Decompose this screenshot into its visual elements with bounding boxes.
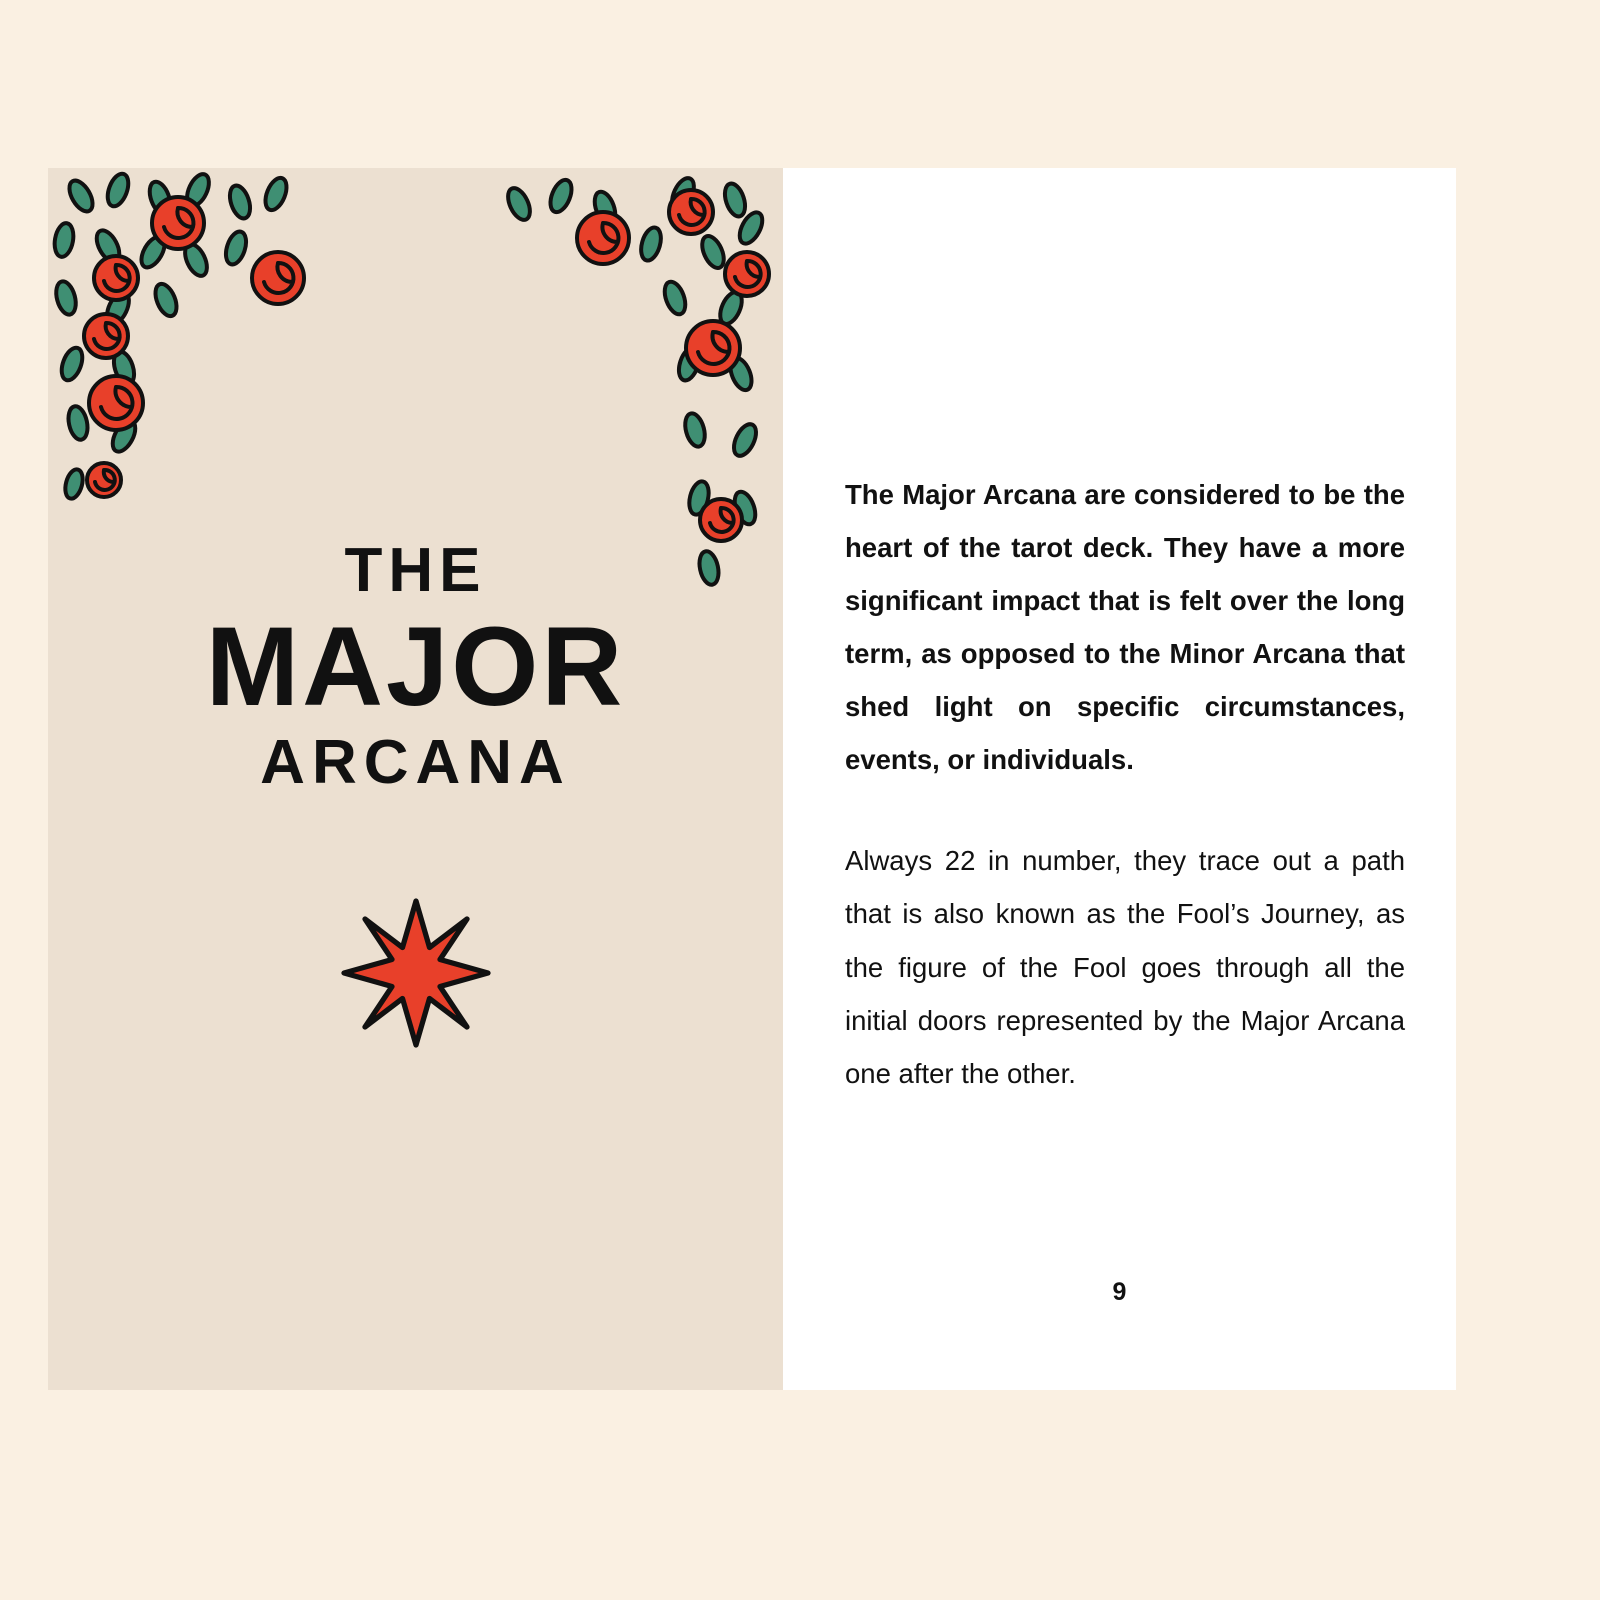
- body-copy: [845, 468, 1405, 1100]
- paragraph-1: The Major Arcana are considered to be the heart of the tarot deck. They have a more significant impact that is felt over the long term, as opposed to the Minor Arcana that shed light on specific circumstances, events, or individuals.: [845, 479, 1405, 776]
- title-line-arcana: ARCANA: [260, 727, 571, 797]
- left-page: [48, 168, 783, 1390]
- paragraph-2: Always 22 in number, they trace out a path that is also known as the Fool’s Journey, as the figure of the Fool goes through all the initial doors represented by the Major Arcana one after the other.: [845, 845, 1405, 1089]
- book-spread: [48, 168, 1456, 1390]
- title-line-major: MAJOR: [205, 604, 626, 729]
- page-number: 9: [1112, 1278, 1127, 1306]
- eight-pointed-star-icon: [341, 898, 491, 1048]
- ornament: [48, 898, 783, 1048]
- right-page: [783, 168, 1456, 1390]
- page-title: [48, 536, 783, 797]
- title-line-the: THE: [344, 536, 487, 605]
